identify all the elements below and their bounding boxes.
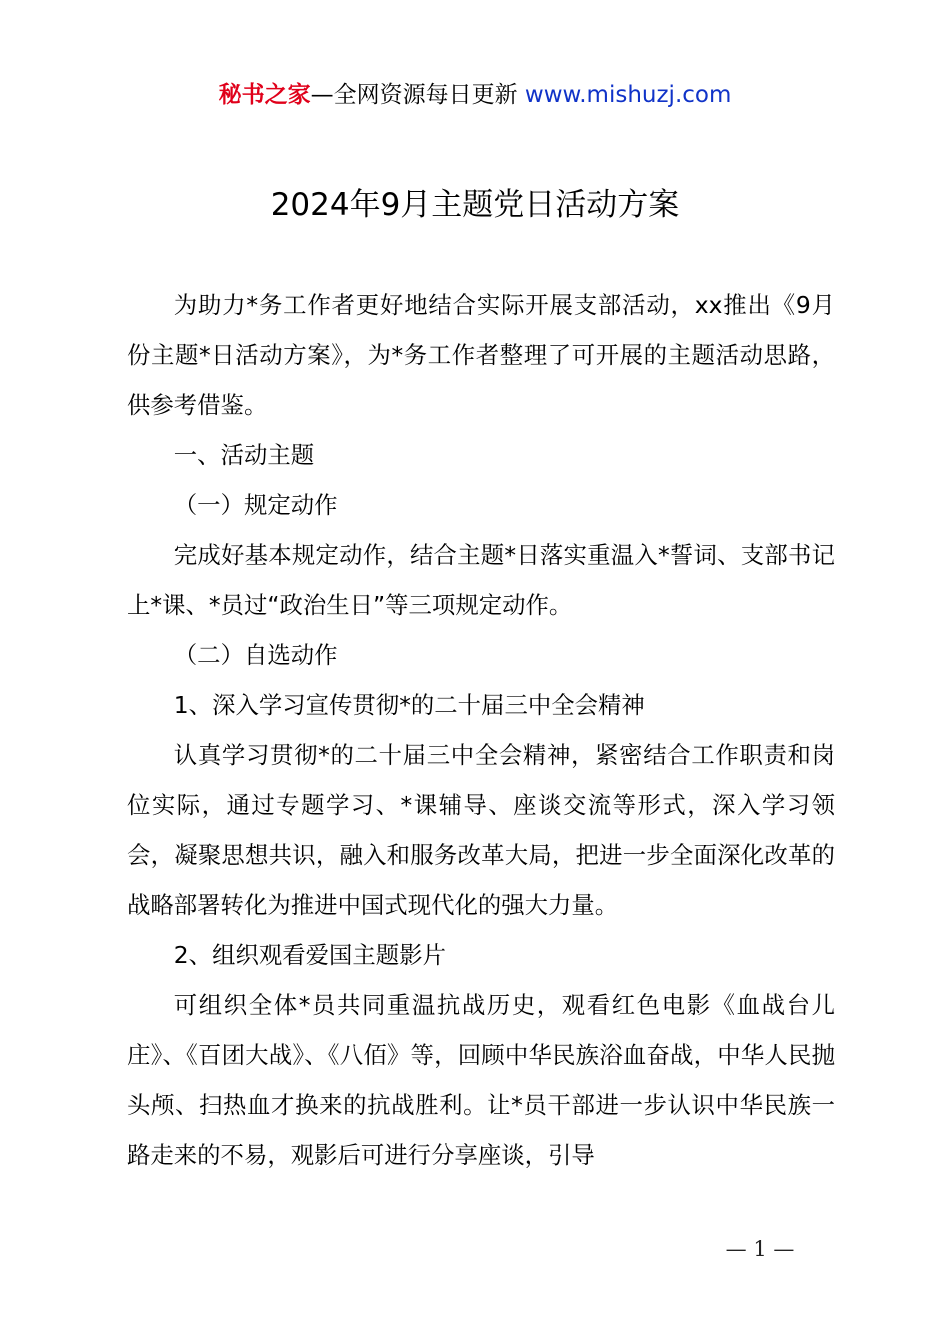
paragraph: 为助力*务工作者更好地结合实际开展支部活动，xx推出《9月份主题*日活动方案》，为*务工作者整理了可开展的主题活动思路，供参考借鉴。 [127, 291, 835, 419]
subsection-heading: （一）规定动作 [173, 491, 338, 519]
paragraph: 可组织全体*员共同重温抗战历史，观看红色电影《血战台儿庄》、《百团大战》、《八佰》等，回顾中华民族浴血奋战，中华人民抛头颅、扫热血才换来的抗战胜利。让*员干部进一步认识中华民族一路走来的不易，观影后可进行分享座谈，引导 [127, 991, 835, 1169]
paragraph: 认真学习贯彻*的二十届三中全会精神，紧密结合工作职责和岗位实际，通过专题学习、*课辅导、座谈交流等形式，深入学习领会，凝聚思想共识，融入和服务改革大局，把进一步全面深化改革的战略部署转化为推进中国式现代化的强大力量。 [127, 741, 835, 919]
item-heading: 2、组织观看爱国主题影片 [173, 941, 446, 969]
section-heading: 一、活动主题 [173, 441, 315, 469]
header-tagline: —全网资源每日更新 [310, 82, 525, 108]
document-title: 2024年9月主题党日活动方案 [270, 187, 680, 223]
site-url-link[interactable]: www.mishuzj.com [524, 82, 732, 108]
item-heading: 1、深入学习宣传贯彻*的二十届三中全会精神 [173, 691, 645, 719]
page-number: — 1 — [725, 1237, 795, 1261]
site-header [0, 78, 950, 112]
brand-name: 秘书之家 [218, 82, 311, 108]
document-body [127, 280, 835, 1180]
subsection-heading: （二）自选动作 [173, 641, 338, 669]
paragraph: 完成好基本规定动作，结合主题*日落实重温入*誓词、支部书记上*课、*员过“政治生日”等三项规定动作。 [127, 541, 835, 619]
